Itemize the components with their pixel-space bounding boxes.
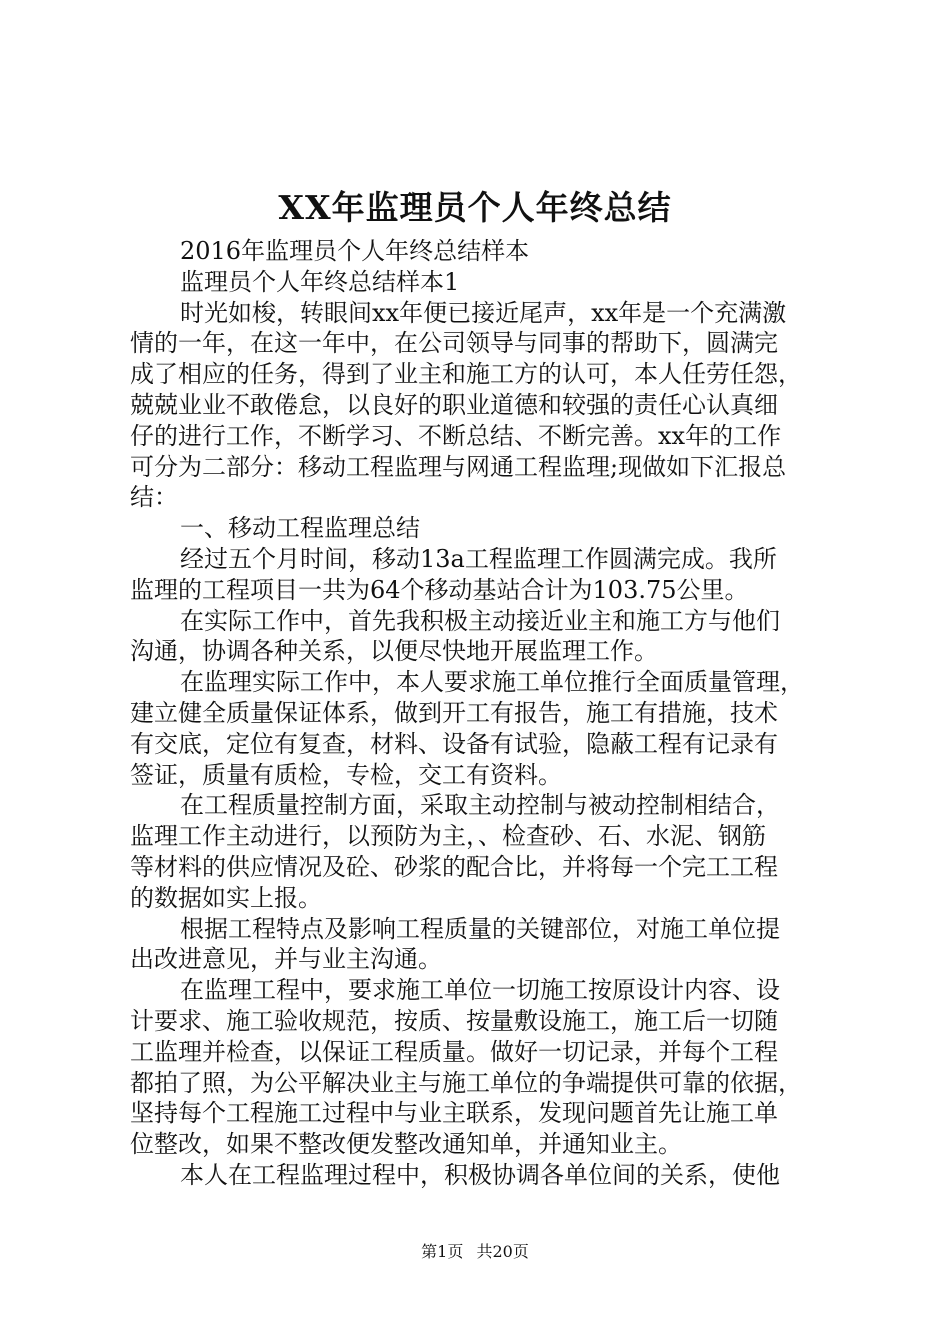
- text-line: 2016年监理员个人年终总结样本: [180, 237, 530, 265]
- text-line: 监理的工程项目一共为64个移动基站合计为103.75公里。: [130, 575, 749, 604]
- text-line: 监理员个人年终总结样本1: [180, 267, 460, 296]
- text-line: 时光如梭，转眼间xx年便已接近尾声，xx年是一个充满激: [180, 298, 787, 327]
- document-title: XX年监理员个人年终总结: [278, 188, 672, 227]
- text-line: 建立健全质量保证体系，做到开工有报告，施工有措施，技术: [130, 698, 778, 727]
- text-line: 兢兢业业不敢倦怠，以良好的职业道德和较强的责任心认真细: [130, 390, 778, 419]
- page-total: 共20页: [476, 1242, 529, 1261]
- text-line: 等材料的供应情况及砼、砂浆的配合比，并将每一个完工工程: [130, 852, 778, 881]
- text-line: 签证，质量有质检，专检，交工有资料。: [130, 760, 562, 789]
- text-line: 根据工程特点及影响工程质量的关键部位，对施工单位提: [180, 914, 780, 943]
- text-line: 经过五个月时间，移动13a工程监理工作圆满完成。我所: [180, 544, 777, 573]
- text-line: 可分为二部分：移动工程监理与网通工程监理;现做如下汇报总: [130, 452, 787, 481]
- text-line: 本人在工程监理过程中，积极协调各单位间的关系，使他: [180, 1160, 780, 1189]
- text-line: 沟通，协调各种关系，以便尽快地开展监理工作。: [130, 637, 658, 666]
- text-line: 坚持每个工程施工过程中与业主联系，发现问题首先让施工单: [130, 1099, 778, 1128]
- document-body: [130, 236, 840, 1191]
- text-line: 在实际工作中，首先我积极主动接近业主和施工方与他们: [180, 606, 780, 635]
- text-line: 位整改，如果不整改便发整改通知单，并通知业主。: [130, 1130, 682, 1159]
- text-line: 成了相应的任务，得到了业主和施工方的认可，本人任劳任怨，: [130, 360, 802, 389]
- page-footer: [0, 1241, 950, 1263]
- text-line: 在监理工程中，要求施工单位一切施工按原设计内容、设: [180, 976, 780, 1005]
- text-line: 出改进意见，并与业主沟通。: [130, 945, 442, 974]
- text-line: 在监理实际工作中，本人要求施工单位推行全面质量管理，: [180, 668, 804, 697]
- text-line: 情的一年，在这一年中，在公司领导与同事的帮助下，圆满完: [130, 329, 778, 358]
- page-number: 第1页: [421, 1242, 464, 1261]
- text-line: 一、移动工程监理总结: [180, 514, 420, 543]
- text-line: 计要求、施工验收规范，按质、按量敷设施工，施工后一切随: [130, 1006, 778, 1035]
- text-line: 的数据如实上报。: [130, 883, 322, 912]
- text-line: 在工程质量控制方面，采取主动控制与被动控制相结合，: [180, 791, 780, 820]
- text-line: 监理工作主动进行，以预防为主，、检查砂、石、水泥、钢筋: [130, 822, 766, 851]
- text-line: 工监理并检查，以保证工程质量。做好一切记录，并每个工程: [130, 1037, 778, 1066]
- text-line: 都拍了照，为公平解决业主与施工单位的争端提供可靠的依据，: [130, 1068, 802, 1097]
- text-line: 有交底，定位有复查，材料、设备有试验，隐蔽工程有记录有: [130, 729, 778, 758]
- text-line: 结：: [130, 483, 178, 512]
- text-line: 仔的进行工作，不断学习、不断总结、不断完善。xx年的工作: [130, 421, 782, 450]
